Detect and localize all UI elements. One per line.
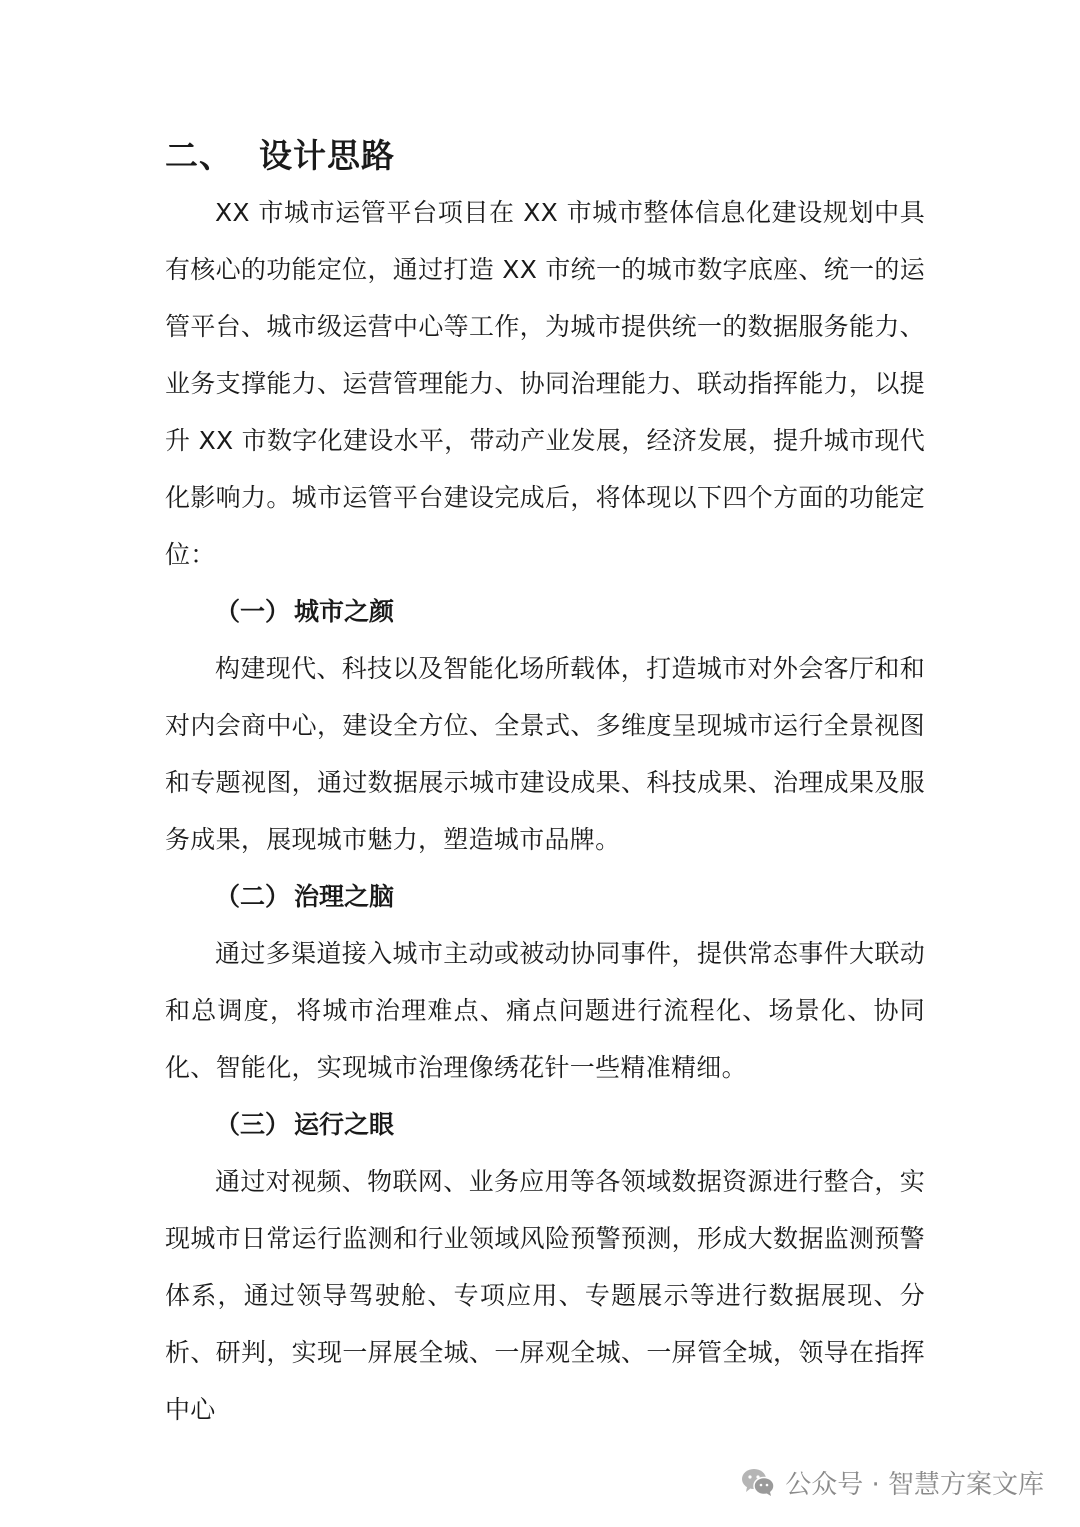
subsection-title: 运行之眼 — [294, 1110, 395, 1139]
watermark-footer — [741, 1462, 1044, 1502]
section-title: 设计思路 — [259, 136, 395, 175]
subsection-number: （一） — [215, 597, 291, 626]
section-number: 二、 — [165, 136, 233, 175]
subsection-paragraph-3: 通过对视频、物联网、业务应用等各领域数据资源进行整合，实现城市日常运行监测和行业领域风险预警预测，形成大数据监测预警体系，通过领导驾驶舱、专项应用、专题展示等进行数据展现、分析、研判，实现一屏展全城、一屏观全城、一屏管全城，领导在指挥中心 — [165, 1167, 925, 1424]
subsection-number: （二） — [215, 882, 291, 911]
intro-paragraph: XX 市城市运管平台项目在 XX 市城市整体信息化建设规划中具有核心的功能定位，通过打造 XX 市统一的城市数字底座、统一的运管平台、城市级运营中心等工作，为城市提供统一的数据服务能力、业务支撑能力、运营管理能力、协同治理能力、联动指挥能力，以提升 XX 市数字化建设水平，带动产业发展，经济发展，提升城市现代化影响力。城市运管平台建设完成后，将体现以下四个方面的功能定位： — [165, 198, 925, 569]
subsection-title: 城市之颜 — [294, 597, 395, 626]
subsection-paragraph-2: 通过多渠道接入城市主动或被动协同事件，提供常态事件大联动和总调度，将城市治理难点、痛点问题进行流程化、场景化、协同化、智能化，实现城市治理像绣花针一些精准精细。 — [165, 939, 925, 1082]
wechat-icon — [741, 1467, 775, 1497]
subsection-title: 治理之脑 — [294, 882, 395, 911]
subsection-heading-3 — [165, 1096, 925, 1153]
subsection-heading-1 — [165, 583, 925, 640]
subsection-paragraph-1: 构建现代、科技以及智能化场所载体，打造城市对外会客厅和和对内会商中心，建设全方位、全景式、多维度呈现城市运行全景视图和专题视图，通过数据展示城市建设成果、科技成果、治理成果及服务成果，展现城市魅力，塑造城市品牌。 — [165, 654, 925, 854]
section-heading — [165, 128, 925, 184]
subsection-number: （三） — [215, 1110, 291, 1139]
document-content — [165, 128, 925, 1438]
watermark-text: 公众号 · 智慧方案文库 — [785, 1469, 1044, 1500]
subsection-heading-2 — [165, 868, 925, 925]
